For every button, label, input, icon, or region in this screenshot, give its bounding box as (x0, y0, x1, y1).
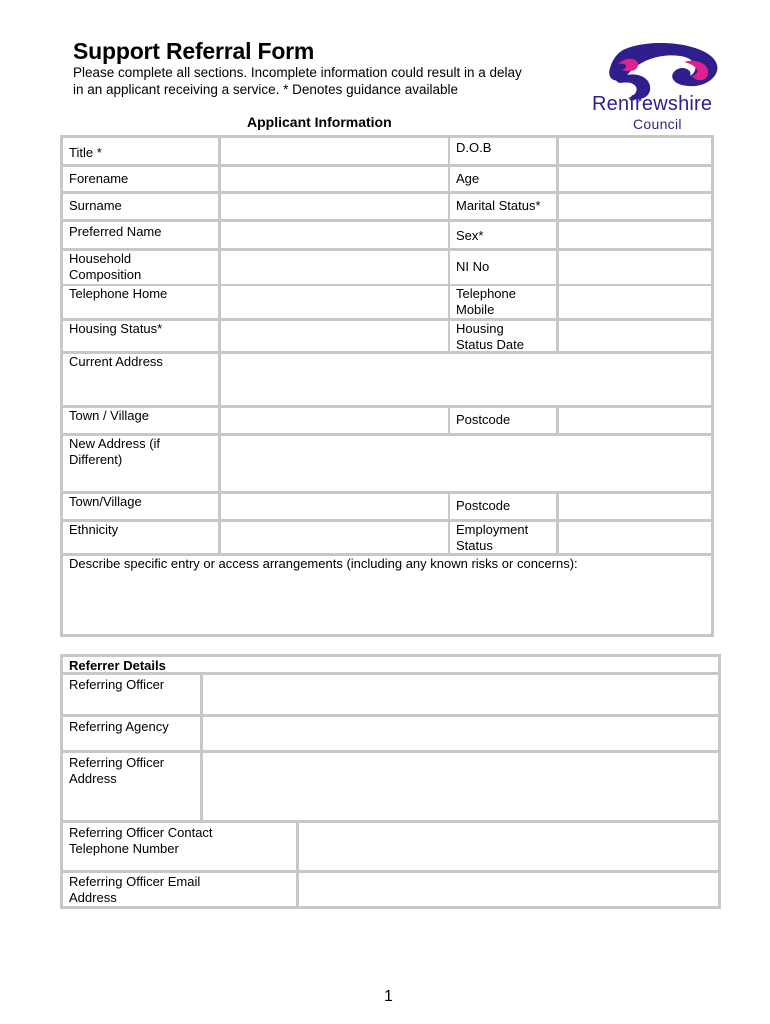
access-arrangements-field[interactable] (63, 556, 711, 634)
label-employment-status: Employment Status (450, 522, 556, 553)
label-title: Title * (63, 138, 218, 164)
label-referring-officer: Referring Officer (63, 675, 200, 714)
telephone-home-field[interactable] (221, 286, 448, 318)
referring-officer-address-field[interactable] (203, 753, 718, 820)
label-ni-no: NI No (450, 251, 556, 284)
postcode-2-field[interactable] (559, 494, 711, 519)
label-preferred-name: Preferred Name (63, 222, 218, 248)
label-dob: D.O.B (450, 138, 556, 164)
label-referring-officer-email: Referring Officer Email Address (63, 873, 296, 906)
new-address-field[interactable] (221, 436, 711, 491)
label-town-village-2: Town/Village (63, 494, 218, 519)
surname-field[interactable] (221, 194, 448, 219)
logo-name-line-1: Renfrewshire (592, 93, 713, 115)
marital-status-field[interactable] (559, 194, 711, 219)
label-telephone-home: Telephone Home (63, 286, 218, 318)
ethnicity-field[interactable] (221, 522, 448, 553)
label-marital-status: Marital Status* (450, 194, 556, 219)
label-ethnicity: Ethnicity (63, 522, 218, 553)
town-village-field[interactable] (221, 408, 448, 433)
label-telephone-mobile: Telephone Mobile (450, 286, 556, 318)
label-sex: Sex* (450, 222, 556, 248)
preferred-name-field[interactable] (221, 222, 448, 248)
referring-agency-field[interactable] (203, 717, 718, 750)
sex-field[interactable] (559, 222, 711, 248)
label-household-composition: Household Composition (63, 251, 218, 284)
label-housing-status-date: Housing Status Date (450, 321, 556, 351)
ni-no-field[interactable] (559, 251, 711, 284)
logo-name-line-2: Council (633, 116, 682, 132)
label-new-address: New Address (if Different) (63, 436, 218, 491)
label-town-village: Town / Village (63, 408, 218, 433)
label-age: Age (450, 167, 556, 191)
label-referring-officer-address: Referring Officer Address (63, 753, 200, 820)
age-field[interactable] (559, 167, 711, 191)
forename-field[interactable] (221, 167, 448, 191)
label-postcode: Postcode (450, 408, 556, 433)
form-title: Support Referral Form (73, 38, 315, 64)
title-field[interactable] (221, 138, 448, 164)
dob-field[interactable] (559, 138, 711, 164)
page-number: 1 (384, 988, 393, 1005)
current-address-field[interactable] (221, 354, 711, 405)
town-village-2-field[interactable] (221, 494, 448, 519)
household-composition-field[interactable] (221, 251, 448, 284)
label-current-address: Current Address (63, 354, 218, 405)
intro-line-1: Please complete all sections. Incomplete information could result in a delay (73, 65, 522, 80)
postcode-field[interactable] (559, 408, 711, 433)
intro-line-2: in an applicant receiving a service. * Denotes guidance available (73, 81, 458, 97)
form-intro (73, 65, 583, 98)
label-forename: Forename (63, 167, 218, 191)
housing-status-field[interactable] (221, 321, 448, 351)
applicant-section-heading: Applicant Information (247, 114, 392, 130)
label-housing-status: Housing Status* (63, 321, 218, 351)
referring-officer-phone-field[interactable] (299, 823, 718, 870)
referring-officer-email-field[interactable] (299, 873, 718, 906)
label-access-arrangements: Describe specific entry or access arrangements (including any known risks or concerns): (69, 556, 578, 571)
housing-status-date-field[interactable] (559, 321, 711, 351)
telephone-mobile-field[interactable] (559, 286, 711, 318)
label-surname: Surname (63, 194, 218, 219)
label-postcode-2: Postcode (450, 494, 556, 519)
label-referring-officer-phone: Referring Officer Contact Telephone Number (63, 823, 296, 870)
referrer-section-heading: Referrer Details (63, 657, 718, 672)
referring-officer-field[interactable] (203, 675, 718, 714)
employment-status-field[interactable] (559, 522, 711, 553)
label-referring-agency: Referring Agency (63, 717, 200, 750)
